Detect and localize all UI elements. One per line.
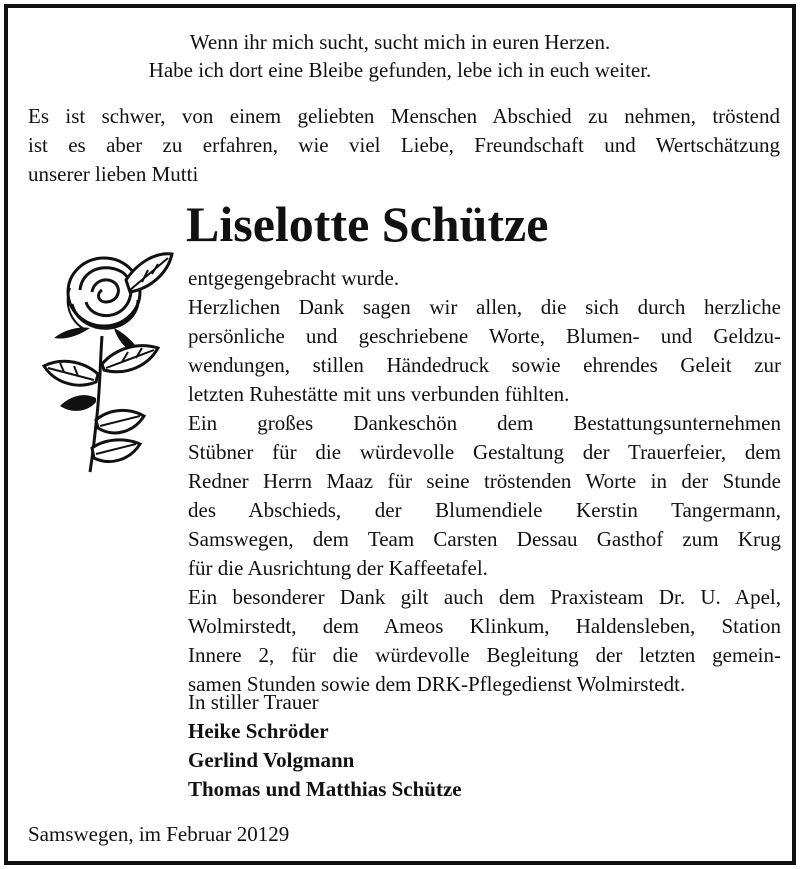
body-line: Innere 2, für die würdevolle Begleitung der letzten gemein- bbox=[188, 643, 781, 667]
body-line: Wolmirstedt, dem Ameos Klinkum, Haldensleben, Station bbox=[188, 614, 781, 638]
intro-text bbox=[28, 102, 780, 189]
signature-block bbox=[188, 688, 462, 804]
body-line: Herzlichen Dank sagen wir allen, die sich durch herzliche bbox=[188, 295, 781, 319]
intro-line-3: unserer lieben Mutti bbox=[28, 162, 199, 186]
body-line: Redner Herrn Maaz für seine tröstenden Worte in der Stunde bbox=[188, 469, 781, 493]
poem-line-2: Habe ich dort eine Bleibe gefunden, lebe ich in euch weiter. bbox=[148, 58, 652, 82]
intro-line-2: ist es aber zu erfahren, wie viel Liebe, Freundschaft und Wertschätzung bbox=[28, 133, 780, 157]
intro-line-1: Es ist schwer, von einem geliebten Menschen Abschied zu nehmen, tröstend bbox=[28, 104, 780, 128]
rose-icon bbox=[30, 244, 176, 474]
body-line: Stübner für die würdevolle Gestaltung der Trauerfeier, dem bbox=[188, 440, 781, 464]
body-text bbox=[188, 264, 781, 699]
body-line: wendungen, stillen Händedruck sowie ehrendes Geleit zur bbox=[188, 353, 781, 377]
signature-name: Thomas und Matthias Schütze bbox=[188, 777, 462, 801]
body-line: des Abschieds, der Blumendiele Kerstin Tangermann, bbox=[188, 498, 781, 522]
signature-name: Gerlind Volgmann bbox=[188, 748, 355, 772]
body-line: Ein großes Dankeschön dem Bestattungsunternehmen bbox=[188, 411, 781, 435]
signature-name: Heike Schröder bbox=[188, 719, 329, 743]
obituary-frame bbox=[4, 4, 796, 865]
body-line: persönliche und geschriebene Worte, Blumen- und Geldzu- bbox=[188, 324, 781, 348]
poem bbox=[8, 28, 792, 84]
body-line: Ein besonderer Dank gilt auch dem Praxisteam Dr. U. Apel, bbox=[188, 585, 781, 609]
body-line: entgegengebracht wurde. bbox=[188, 266, 400, 290]
poem-line-1: Wenn ihr mich sucht, sucht mich in euren Herzen. bbox=[189, 30, 611, 54]
body-line: letzten Ruhestätte mit uns verbunden fühlten. bbox=[188, 382, 570, 406]
signature-intro: In stiller Trauer bbox=[188, 690, 319, 714]
body-line: für die Ausrichtung der Kaffeetafel. bbox=[188, 556, 488, 580]
deceased-name: Liselotte Schütze bbox=[186, 196, 549, 252]
body-line: samen Stunden sowie dem DRK-Pflegedienst Wolmirstedt. bbox=[188, 672, 686, 696]
place-date: Samswegen, im Februar 20129 bbox=[28, 822, 290, 846]
body-line: Samswegen, dem Team Carsten Dessau Gasthof zum Krug bbox=[188, 527, 781, 551]
